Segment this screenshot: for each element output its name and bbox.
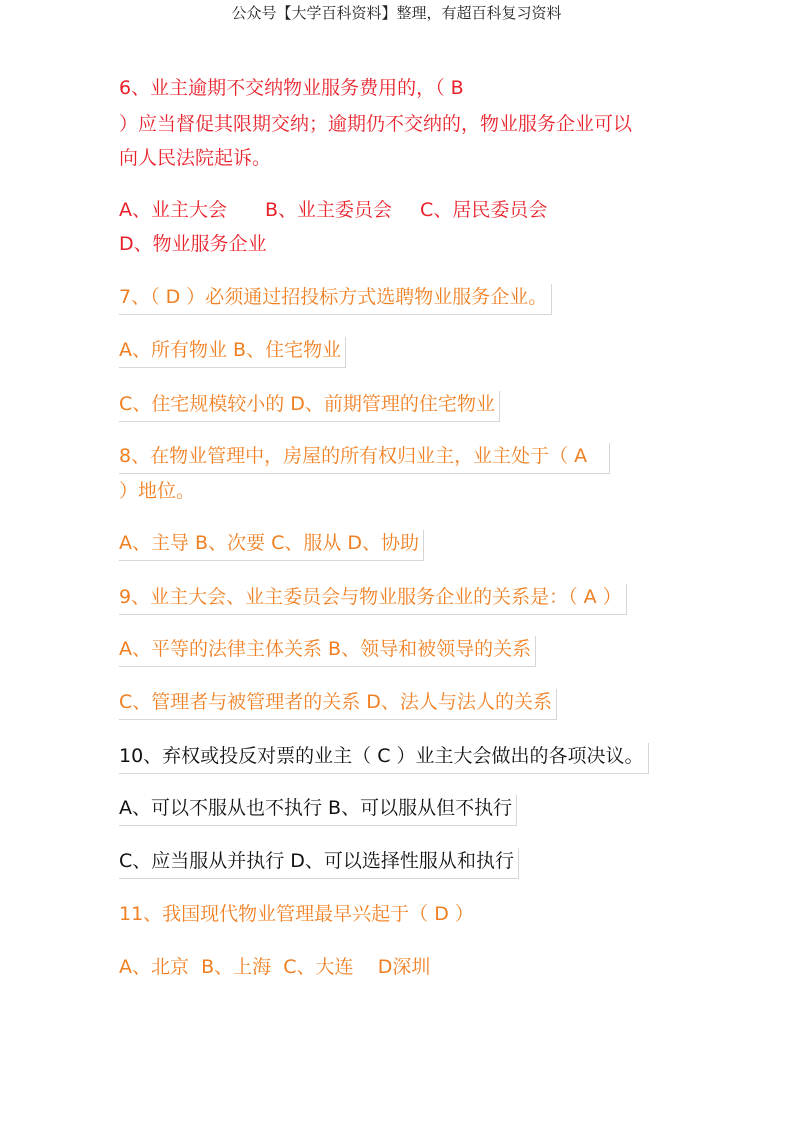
q8-line-2: ）地位。 <box>119 480 196 502</box>
q10-options-ab: A、可以不服从也不执行 B、可以服从但不执行 <box>119 795 517 826</box>
q6-option-a: A、业主大会 <box>119 199 227 221</box>
q11-options-row <box>119 954 430 980</box>
q9-options-ab: A、平等的法律主体关系 B、领导和被领导的关系 <box>119 636 536 667</box>
q6-line-1: 6、业主逾期不交纳物业服务费用的，（ B <box>119 77 464 99</box>
q8-options: A、主导 B、次要 C、服从 D、协助 <box>119 530 424 561</box>
q11-option-a: A、北京 <box>119 956 189 978</box>
q10-question: 10、弃权或投反对票的业主（ C ）业主大会做出的各项决议。 <box>119 743 649 774</box>
q11-option-c: C、大连 <box>283 956 354 978</box>
q6-line-3: 向人民法院起诉。 <box>119 147 272 169</box>
q10-options-cd: C、应当服从并执行 D、可以选择性服从和执行 <box>119 848 519 879</box>
q6-option-b: B、业主委员会 <box>265 199 393 221</box>
q9-question: 9、业主大会、业主委员会与物业服务企业的关系是：（ A ） <box>119 584 627 615</box>
page-header: 公众号【大学百科资料】整理，有超百科复习资料 <box>231 4 562 22</box>
q6-line-2: ）应当督促其限期交纳；逾期仍不交纳的，物业服务企业可以 <box>119 113 633 135</box>
q7-question: 7、（ D ）必须通过招投标方式选聘物业服务企业。 <box>119 284 552 315</box>
q6-option-c: C、居民委员会 <box>420 199 548 221</box>
q11-option-d: D深圳 <box>377 956 431 978</box>
q11-option-b: B、上海 <box>201 956 272 978</box>
q11-question: 11、我国现代物业管理最早兴起于（ D ） <box>119 903 474 925</box>
q7-options-ab: A、所有物业 B、住宅物业 <box>119 337 346 368</box>
q6-options-row <box>119 197 547 223</box>
q8-line-1: 8、在物业管理中，房屋的所有权归业主，业主处于（ A <box>119 443 610 474</box>
q9-options-cd: C、管理者与被管理者的关系 D、法人与法人的关系 <box>119 689 557 720</box>
q6-option-d: D、物业服务企业 <box>119 233 267 255</box>
q7-options-cd: C、住宅规模较小的 D、前期管理的住宅物业 <box>119 391 500 422</box>
